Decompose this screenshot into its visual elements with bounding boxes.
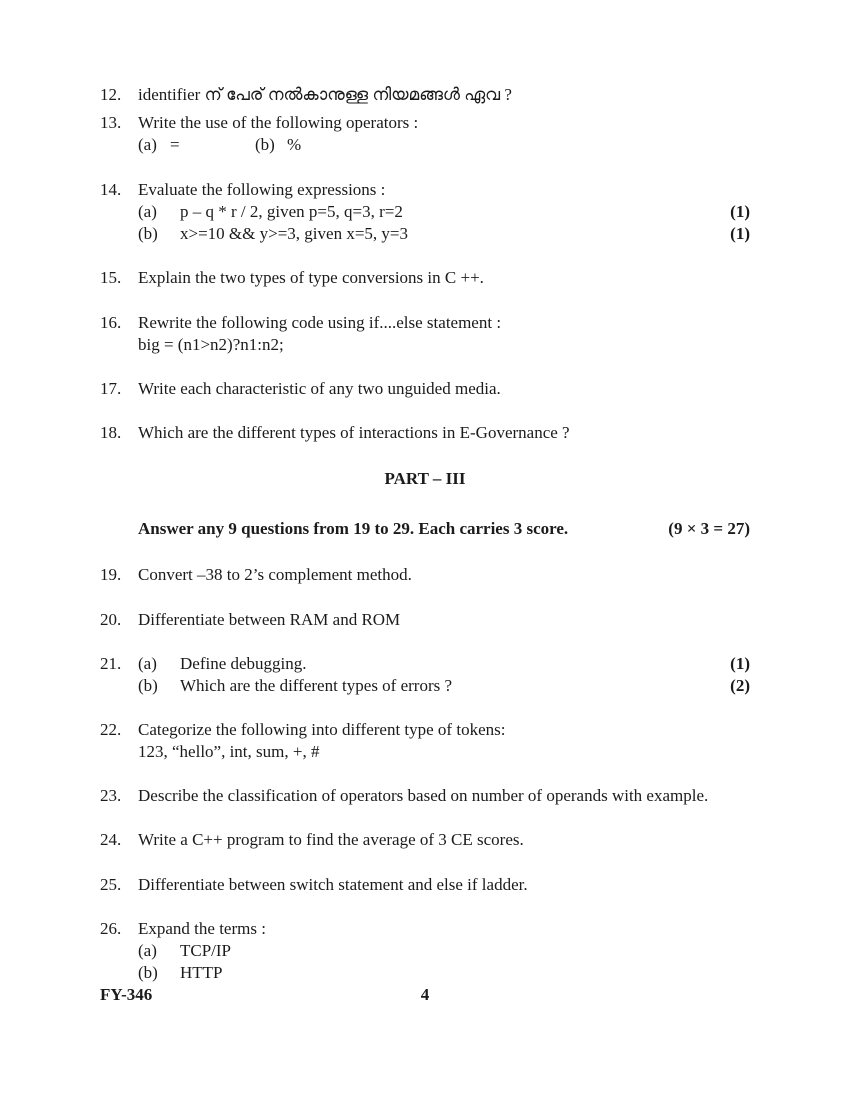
subquestion-label: (a) [138, 654, 157, 673]
question-text: identifier ന് പേര് നൽകാനുള്ള നിയമങ്ങൾ ഏവ ? [138, 85, 512, 104]
question-22 [100, 719, 750, 763]
question-12 [100, 84, 750, 106]
question-body [138, 653, 750, 697]
question-text: Differentiate between switch statement and else if ladder. [138, 875, 528, 894]
question-text: Evaluate the following expressions : [138, 180, 386, 199]
question-body [138, 312, 750, 356]
subquestion-text: Which are the different types of errors ? [180, 676, 453, 695]
question-17 [100, 378, 750, 400]
question-text: Differentiate between RAM and ROM [138, 610, 401, 629]
option-b-operator: % [287, 135, 302, 154]
page-number: 4 [420, 985, 430, 1004]
subquestion-a [138, 653, 750, 675]
question-number: 14. [100, 180, 122, 199]
question-text: Which are the different types of interactions in E-Governance ? [138, 423, 570, 442]
question-text: Describe the classification of operators based on number of operands with example. [138, 786, 709, 805]
question-20 [100, 609, 750, 631]
question-number: 20. [100, 610, 122, 629]
question-text: Write the use of the following operators : [138, 113, 419, 132]
question-19 [100, 564, 750, 586]
subquestion-b [138, 675, 750, 697]
question-number: 22. [100, 720, 122, 739]
question-text: Explain the two types of type conversions in C ++. [138, 268, 484, 287]
question-26 [100, 918, 750, 984]
question-text: Convert –38 to 2’s complement method. [138, 565, 412, 584]
question-number: 23. [100, 786, 122, 805]
question-number: 13. [100, 113, 122, 132]
question-number: 15. [100, 268, 122, 287]
option-a-label: (a) [138, 135, 157, 154]
question-marks: (2) [730, 676, 750, 695]
question-14 [100, 179, 750, 245]
question-number: 16. [100, 313, 122, 332]
subquestion-label: (a) [138, 941, 157, 960]
question-text: Rewrite the following code using if....else statement : [138, 313, 502, 332]
subquestion-label: (a) [138, 202, 157, 221]
part3-heading: PART – III [384, 469, 466, 488]
subquestion-b [138, 962, 750, 984]
question-body [138, 918, 750, 984]
subquestion-text: Define debugging. [180, 654, 307, 673]
question-text: Expand the terms : [138, 919, 266, 938]
part3-instruction-row [100, 518, 750, 540]
token-list: 123, “hello”, int, sum, +, # [138, 742, 320, 761]
option-a-operator: = [170, 135, 180, 154]
question-13 [100, 112, 750, 156]
question-23 [100, 785, 750, 807]
question-16 [100, 312, 750, 356]
question-18 [100, 422, 750, 444]
question-number: 19. [100, 565, 122, 584]
page-footer [100, 984, 750, 1006]
option-b-label: (b) [255, 135, 275, 154]
question-number: 24. [100, 830, 122, 849]
question-24 [100, 829, 750, 851]
subquestion-label: (b) [138, 224, 158, 243]
code-snippet: big = (n1>n2)?n1:n2; [138, 335, 284, 354]
question-text: Write a C++ program to find the average of 3 CE scores. [138, 830, 524, 849]
subquestion-text: HTTP [180, 963, 223, 982]
question-15 [100, 267, 750, 289]
question-body [138, 719, 750, 763]
question-marks: (1) [730, 654, 750, 673]
question-body [138, 112, 750, 156]
question-number: 18. [100, 423, 122, 442]
subquestion-text: x>=10 && y>=3, given x=5, y=3 [180, 224, 408, 243]
part3-instruction: Answer any 9 questions from 19 to 29. Each carries 3 score. [138, 519, 569, 538]
subquestion-a [138, 201, 750, 223]
question-number: 26. [100, 919, 122, 938]
question-21 [100, 653, 750, 697]
subquestion-a [138, 940, 750, 962]
question-marks: (1) [730, 224, 750, 243]
subquestion-label: (b) [138, 676, 158, 695]
question-25 [100, 874, 750, 896]
question-number: 17. [100, 379, 122, 398]
question-marks: (1) [730, 202, 750, 221]
question-text: Categorize the following into different type of tokens: [138, 720, 506, 739]
question-number: 21. [100, 654, 122, 673]
question-number: 12. [100, 85, 122, 104]
part3-total-marks: (9 × 3 = 27) [668, 519, 750, 538]
question-number: 25. [100, 875, 122, 894]
paper-code: FY-346 [100, 985, 153, 1004]
operator-options-row [138, 134, 750, 156]
subquestion-b [138, 223, 750, 245]
subquestion-label: (b) [138, 963, 158, 982]
subquestion-text: p – q * r / 2, given p=5, q=3, r=2 [180, 202, 403, 221]
question-body [138, 179, 750, 245]
question-text: Write each characteristic of any two unguided media. [138, 379, 501, 398]
subquestion-text: TCP/IP [180, 941, 232, 960]
